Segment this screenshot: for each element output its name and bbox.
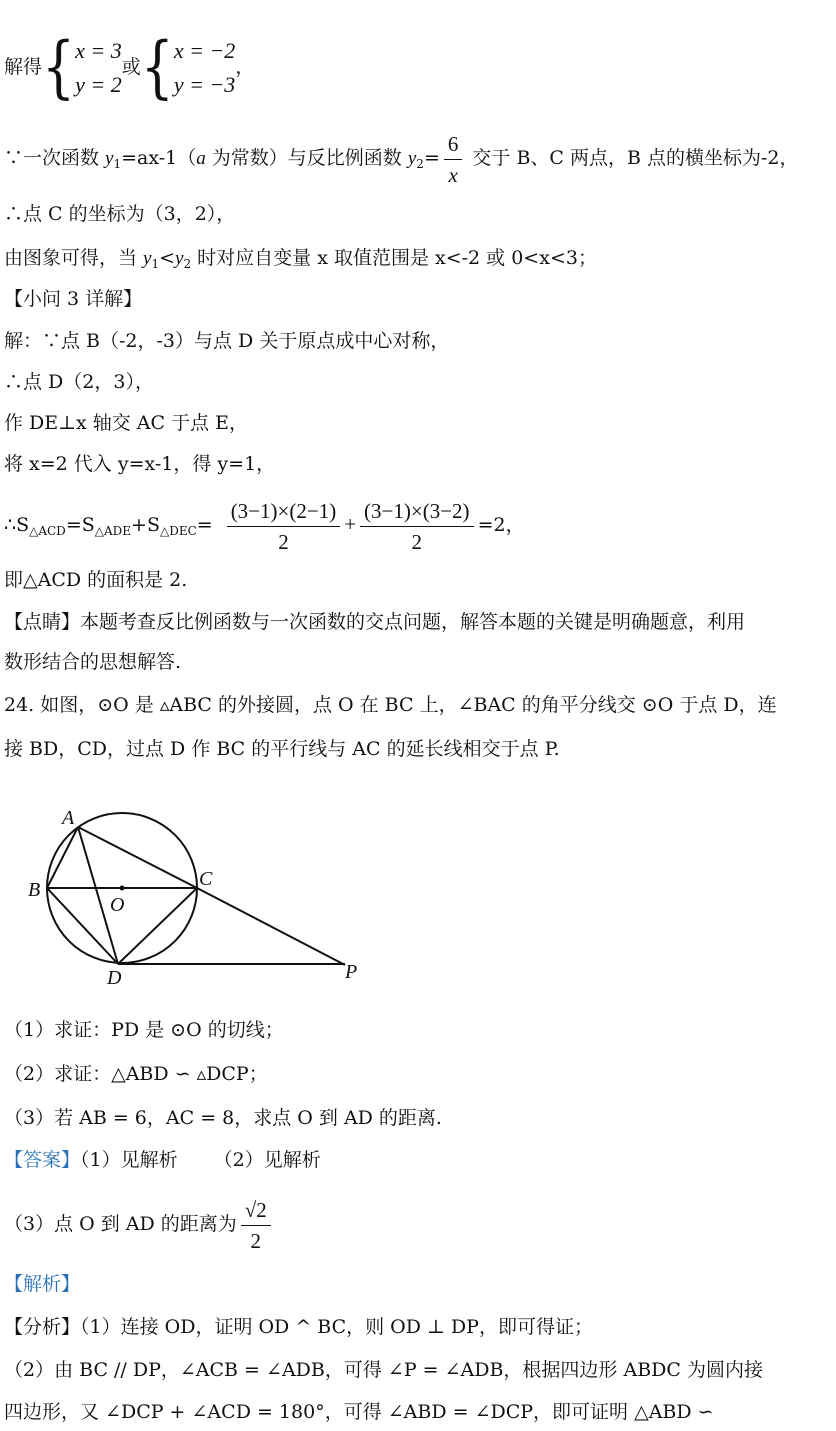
label-p: P [345,961,358,983]
fraction: $\frac{(3-1)\times(3-2)}{2}$ [360,498,474,555]
analysis-line: 四边形，又 ∠DCP + ∠ACD = 180°，可得 ∠ABD = ∠DCP，即可证明 △ABD ∽ [4,1401,714,1423]
equation-system-2: x = −2 y = −3 [173,38,236,97]
analysis-tag: 【解析】 [4,1273,81,1295]
label-d: D [107,967,122,989]
fraction: $\frac{(3-1)\times(2-1)}{2}$ [227,498,341,555]
question-2: （2）求证：△ABD ∽ ▵DCP； [4,1063,268,1085]
area-equation-line: $\therefore S_{\triangle ACD}=S_{\triangle ADE}+S_{\triangle DEC}=$ $\frac{(3-1)\times(2-1)}{2}$ + $\frac{(3-1)\times(3-2)}{2}$ =2， [4,498,525,554]
segment-cp [197,888,345,965]
function-intersection-line: ∵一次函数 $y_1=ax-1(a$ 为常数）与反比例函数 $y_2=$ $\frac{6}{x}$ 交于 B、C 两点，B 点的横坐标为-2， [4,131,799,187]
center-point [120,886,125,891]
question-1: （1）求证：PD 是 ⊙O 的切线； [4,1019,284,1041]
text-line: 数形结合的思想解答. [4,651,182,673]
segment-ab [47,827,78,888]
equation-system-1: x = 3 y = 2 [75,38,122,97]
text-line: 即△ACD 的面积是 2. [4,569,188,591]
range-line: 由图象可得，当 $y_1<y_2$ 时对应自变量 x 取值范围是 x<-2 或 0<x<3； [4,247,597,271]
fraction: $\frac{√2}{2}$ [241,1197,271,1254]
problem-statement: 接 BD，CD，过点 D 作 BC 的平行线与 AC 的延长线相交于点 P. [4,738,560,760]
label-o: O [110,894,125,916]
brace: { [140,29,174,107]
answer-tag: 【答案】 [4,1149,81,1171]
text-line: 作 DE⊥x 轴交 AC 于点 E， [4,412,249,434]
answer-line: 【答案】（1）见解析 （2）见解析 [4,1149,321,1171]
text-line: ∴点 D（2，3）， [4,371,154,393]
brace: { [42,29,76,107]
fraction: $\frac{6}{x}$ [444,131,463,188]
geometry-figure [20,800,370,995]
answer-3-line: （3）点 O 到 AD 的距离为 $\frac{√2}{2}$ [4,1192,275,1256]
text-line: ∴点 C 的坐标为（3，2）， [4,203,236,225]
label-b: B [28,879,41,901]
problem-statement: 24. 如图，⊙O 是 ▵ABC 的外接圆，点 O 在 BC 上，∠BAC 的角平分线交 ⊙O 于点 D，连 [4,694,777,716]
text-span: 解得 [4,56,43,78]
segment-ac [78,827,197,888]
analysis-line: （2）由 BC // DP，∠ACB = ∠ADB，可得 ∠P = ∠ADB，根据四边形 ABDC 为圆内接 [4,1359,763,1381]
solution-line: 解得{ x = 3 y = 2 或{ x = −2 y = −3 ， [4,29,255,107]
text-line: 将 x=2 代入 y=x-1，得 y=1， [4,453,276,475]
label-a: A [62,807,75,829]
question-3: （3）若 AB = 6，AC = 8，求点 O 到 AD 的距离. [4,1107,442,1129]
section-heading: 【小问 3 详解】 [4,288,143,310]
segment-cd [118,888,197,964]
text-line: 【点睛】本题考查反比例函数与一次函数的交点问题，解答本题的关键是明确题意，利用 [4,611,746,633]
label-c: C [199,868,213,890]
text-line: 解：∵点 B（-2，-3）与点 D 关于原点成中心对称， [4,330,450,352]
analysis-line: 【分析】（1）连接 OD，证明 OD ^ BC，则 OD ⊥ DP，即可得证； [4,1316,593,1338]
or-text: 或 [121,56,141,78]
